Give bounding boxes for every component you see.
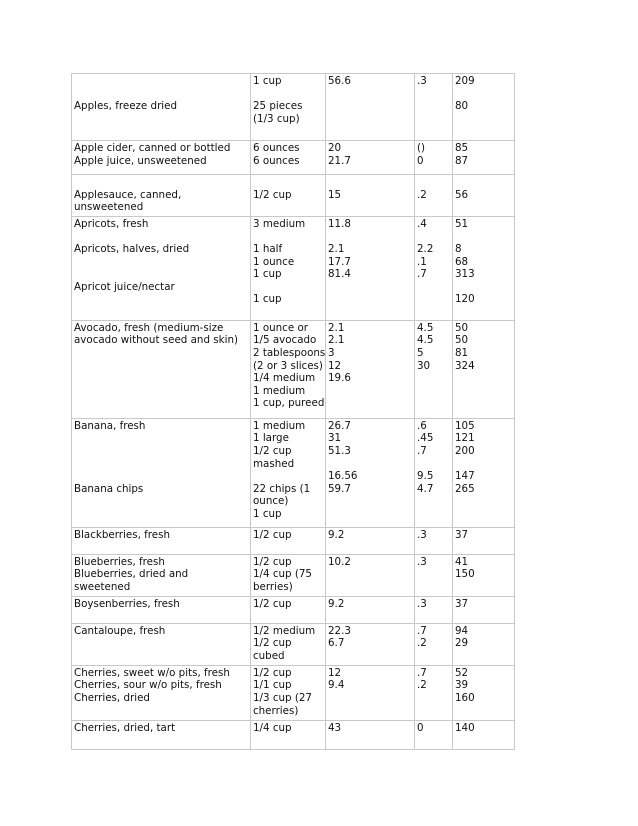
table-row [72, 74, 515, 141]
cell-line [74, 88, 248, 101]
carbs-cell [326, 74, 415, 141]
cell-line: 1/4 cup (75 [253, 568, 312, 581]
cell-line: 2.1 [328, 242, 345, 255]
food-cell [72, 554, 251, 596]
cell-line: .3 [417, 555, 427, 568]
table-row [72, 320, 515, 418]
food-cell [72, 720, 251, 749]
food-cell [72, 216, 251, 320]
cell-line: 22.3 [328, 624, 351, 637]
cell-line: Blackberries, fresh [74, 528, 170, 541]
cell-line: 6.7 [328, 637, 345, 650]
cell-line: (1/3 cup) [253, 112, 300, 125]
table-body [72, 74, 515, 750]
cell-line [455, 458, 512, 471]
cell-line: Banana chips [74, 482, 144, 495]
cell-line: 37 [455, 528, 469, 541]
cell-line: 29 [455, 637, 469, 650]
cell-line [328, 230, 412, 243]
fat-cell [415, 140, 453, 174]
fat-cell [415, 623, 453, 665]
cell-line: 1 cup [253, 268, 282, 281]
carbs-cell [326, 140, 415, 174]
fat-cell [415, 74, 453, 141]
cell-line: 87 [455, 154, 469, 167]
cell-line: 1/3 cup (27 [253, 691, 312, 704]
cell-line: 1 cup [253, 293, 282, 306]
calories-cell [453, 418, 515, 527]
cell-line: 1 cup, pureed [253, 397, 325, 410]
cell-line: 160 [455, 691, 475, 704]
food-cell [72, 665, 251, 720]
cell-line: Apple juice, unsweetened [74, 154, 207, 167]
cell-line: .4 [417, 217, 427, 230]
cell-line: 15 [328, 188, 342, 201]
serving-cell [251, 216, 326, 320]
cell-line: 0 [417, 154, 424, 167]
cell-line: Apricots, fresh [74, 217, 149, 230]
calories-cell [453, 216, 515, 320]
cell-line: 68 [455, 255, 469, 268]
carbs-cell [326, 665, 415, 720]
cell-line: .7 [417, 666, 427, 679]
fat-cell [415, 418, 453, 527]
calories-cell [453, 320, 515, 418]
cell-line: Blueberries, dried and [74, 568, 189, 581]
cell-line: 1/2 cup [253, 637, 292, 650]
serving-cell [251, 665, 326, 720]
cell-line [328, 176, 412, 189]
cell-line: 1 cup [253, 507, 282, 520]
cell-line: Boysenberries, fresh [74, 597, 180, 610]
cell-line: 59.7 [328, 482, 351, 495]
cell-line: 39 [455, 679, 469, 692]
cell-line: Cantaloupe, fresh [74, 624, 166, 637]
cell-line: 50 [455, 321, 469, 334]
carbs-cell [326, 720, 415, 749]
cell-line: 9.2 [328, 597, 345, 610]
serving-cell [251, 554, 326, 596]
cell-line [417, 230, 450, 243]
cell-line [74, 256, 248, 269]
cell-line: 26.7 [328, 419, 351, 432]
cell-line: 56.6 [328, 75, 351, 87]
carbs-cell [326, 418, 415, 527]
cell-line: 5 [417, 346, 424, 359]
cell-line: 140 [455, 721, 475, 734]
cell-line: (2 or 3 slices) [253, 359, 323, 372]
cell-line: .1 [417, 255, 427, 268]
cell-line: 1/2 cup [253, 555, 292, 568]
cell-line: 4.5 [417, 321, 434, 334]
cell-line: 105 [455, 419, 475, 432]
cell-line [417, 176, 450, 189]
cell-line: mashed [253, 457, 295, 470]
calories-cell [453, 74, 515, 141]
cell-line: 1/2 cup [253, 528, 292, 541]
cell-line: 52 [455, 666, 469, 679]
table-row [72, 665, 515, 720]
cell-line: 2.1 [328, 321, 345, 334]
cell-line: 1 large [253, 432, 289, 445]
cell-line: 1 medium [253, 419, 306, 432]
table-row [72, 554, 515, 596]
cell-line: 50 [455, 334, 469, 347]
cell-line [253, 230, 323, 243]
cell-line: Apricot juice/nectar [74, 280, 175, 293]
food-cell [72, 418, 251, 527]
cell-line: 56 [455, 188, 469, 201]
cell-line: Banana, fresh [74, 419, 146, 432]
cell-line: .45 [417, 432, 434, 445]
table-row [72, 174, 515, 216]
cell-line: 37 [455, 597, 469, 610]
food-cell [72, 140, 251, 174]
cell-line: 150 [455, 568, 475, 581]
serving-cell [251, 596, 326, 623]
cell-line: 324 [455, 359, 475, 372]
cell-line [455, 176, 512, 189]
cell-line: 0 [417, 721, 424, 734]
fat-cell [415, 320, 453, 418]
fat-cell [415, 665, 453, 720]
cell-line: 2.2 [417, 242, 434, 255]
food-cell [72, 174, 251, 216]
cell-line: Cherries, dried [74, 691, 150, 704]
cell-line: 265 [455, 482, 475, 495]
cell-line: 25 pieces [253, 100, 303, 113]
cell-line: 1 ounce [253, 255, 295, 268]
fat-cell [415, 174, 453, 216]
cell-line: 1 half [253, 242, 283, 255]
cell-line: 2.1 [328, 334, 345, 347]
table-row [72, 216, 515, 320]
cell-line: .3 [417, 528, 427, 541]
cell-line [74, 432, 248, 445]
cell-line: sweetened [74, 580, 131, 593]
serving-cell [251, 174, 326, 216]
serving-cell [251, 623, 326, 665]
cell-line [74, 458, 248, 471]
cell-line: cherries) [253, 704, 299, 717]
fat-cell [415, 216, 453, 320]
cell-line [74, 445, 248, 458]
cell-line: avocado without seed and skin) [74, 334, 238, 347]
cell-line: 12 [328, 666, 342, 679]
food-cell [72, 320, 251, 418]
cell-line: 43 [328, 721, 342, 734]
calories-cell [453, 665, 515, 720]
table-row [72, 720, 515, 749]
cell-line: 4.7 [417, 482, 434, 495]
cell-line: 94 [455, 624, 469, 637]
table-row [72, 527, 515, 554]
cell-line: 51 [455, 217, 469, 230]
cell-line: 80 [455, 100, 469, 113]
table-row [72, 623, 515, 665]
cell-line: 200 [455, 444, 475, 457]
cell-line: Avocado, fresh (medium-size [74, 321, 224, 334]
cell-line [74, 75, 248, 88]
cell-line: Blueberries, fresh [74, 555, 165, 568]
table-row [72, 418, 515, 527]
cell-line: .3 [417, 75, 427, 87]
cell-line: 9.5 [417, 470, 434, 483]
cell-line: 3 medium [253, 217, 306, 230]
calories-cell [453, 623, 515, 665]
cell-line: 11.8 [328, 217, 351, 230]
cell-line [74, 230, 248, 243]
cell-line [455, 281, 512, 294]
cell-line: 3 [328, 346, 335, 359]
cell-line [328, 458, 412, 471]
cell-line [253, 176, 323, 189]
cell-line: 17.7 [328, 255, 351, 268]
cell-line: 1/2 cup [253, 188, 292, 201]
fat-cell [415, 720, 453, 749]
nutrition-table [71, 73, 515, 750]
calories-cell [453, 720, 515, 749]
table-row [72, 596, 515, 623]
cell-line: .2 [417, 188, 427, 201]
food-cell [72, 527, 251, 554]
cell-line [74, 113, 248, 126]
serving-cell [251, 720, 326, 749]
cell-line: 4.5 [417, 334, 434, 347]
cell-line [74, 125, 248, 138]
cell-line [253, 281, 323, 294]
cell-line: 12 [328, 359, 342, 372]
cell-line: 1 ounce or [253, 321, 308, 334]
cell-line: 1 medium [253, 384, 306, 397]
fat-cell [415, 596, 453, 623]
cell-line: 121 [455, 432, 475, 445]
calories-cell [453, 554, 515, 596]
cell-line: 1/2 cup [253, 444, 292, 457]
cell-line: 6 ounces [253, 141, 300, 154]
cell-line: Applesauce, canned, [74, 188, 182, 201]
cell-line: 2 tablespoons [253, 346, 326, 359]
serving-cell [251, 140, 326, 174]
cell-line: Cherries, sweet w/o pits, fresh [74, 666, 230, 679]
fat-cell [415, 527, 453, 554]
cell-line [74, 268, 248, 281]
cell-line: .7 [417, 268, 427, 281]
table-row [72, 140, 515, 174]
food-cell [72, 596, 251, 623]
cell-line: Apple cider, canned or bottled [74, 141, 231, 154]
cell-line: 1/2 cup [253, 597, 292, 610]
cell-line: 313 [455, 268, 475, 281]
cell-line: .2 [417, 637, 427, 650]
cell-line: 1/2 medium [253, 624, 316, 637]
cell-line: 120 [455, 293, 475, 306]
cell-line: Cherries, sour w/o pits, fresh [74, 679, 222, 692]
cell-line: 30 [417, 359, 431, 372]
cell-line: 1/4 medium [253, 372, 316, 385]
cell-line: 209 [455, 75, 475, 87]
cell-line [74, 470, 248, 483]
food-cell [72, 74, 251, 141]
cell-line: 22 chips (1 [253, 482, 311, 495]
carbs-cell [326, 174, 415, 216]
cell-line [455, 88, 512, 101]
cell-line [253, 88, 323, 101]
cell-line [417, 458, 450, 471]
cell-line: 85 [455, 141, 469, 154]
cell-line: 1/1 cup [253, 679, 292, 692]
cell-line: Apples, freeze dried [74, 100, 178, 113]
cell-line: 147 [455, 470, 475, 483]
cell-line: 16.56 [328, 470, 358, 483]
cell-line: 21.7 [328, 154, 351, 167]
fat-cell [415, 554, 453, 596]
cell-line: cubed [253, 649, 285, 662]
serving-cell [251, 320, 326, 418]
calories-cell [453, 527, 515, 554]
serving-cell [251, 527, 326, 554]
cell-line: 51.3 [328, 444, 351, 457]
carbs-cell [326, 596, 415, 623]
cell-line: .7 [417, 624, 427, 637]
calories-cell [453, 596, 515, 623]
cell-line: .7 [417, 444, 427, 457]
cell-line: 9.2 [328, 528, 345, 541]
carbs-cell [326, 320, 415, 418]
cell-line [74, 176, 248, 189]
cell-line: 1/2 cup [253, 666, 292, 679]
cell-line [455, 230, 512, 243]
carbs-cell [326, 527, 415, 554]
cell-line: 1/4 cup [253, 721, 292, 734]
cell-line: 9.4 [328, 679, 345, 692]
cell-line: .3 [417, 597, 427, 610]
cell-line: 1 cup [253, 75, 282, 87]
carbs-cell [326, 554, 415, 596]
cell-line: 31 [328, 432, 342, 445]
cell-line: () [417, 141, 426, 154]
cell-line: 10.2 [328, 555, 351, 568]
cell-line: 20 [328, 141, 342, 154]
cell-line: .6 [417, 419, 427, 432]
carbs-cell [326, 216, 415, 320]
cell-line: 19.6 [328, 372, 351, 385]
cell-line: .2 [417, 679, 427, 692]
carbs-cell [326, 623, 415, 665]
cell-line: Cherries, dried, tart [74, 721, 176, 734]
cell-line: Apricots, halves, dried [74, 242, 190, 255]
calories-cell [453, 140, 515, 174]
calories-cell [453, 174, 515, 216]
cell-line: berries) [253, 580, 293, 593]
cell-line: 81.4 [328, 268, 351, 281]
serving-cell [251, 418, 326, 527]
cell-line: ounce) [253, 495, 289, 508]
cell-line: unsweetened [74, 201, 144, 214]
cell-line: 8 [455, 242, 462, 255]
cell-line: 41 [455, 555, 469, 568]
cell-line: 6 ounces [253, 154, 300, 167]
cell-line: 1/5 avocado [253, 334, 317, 347]
cell-line [253, 470, 323, 483]
serving-cell [251, 74, 326, 141]
cell-line: 81 [455, 346, 469, 359]
food-cell [72, 623, 251, 665]
